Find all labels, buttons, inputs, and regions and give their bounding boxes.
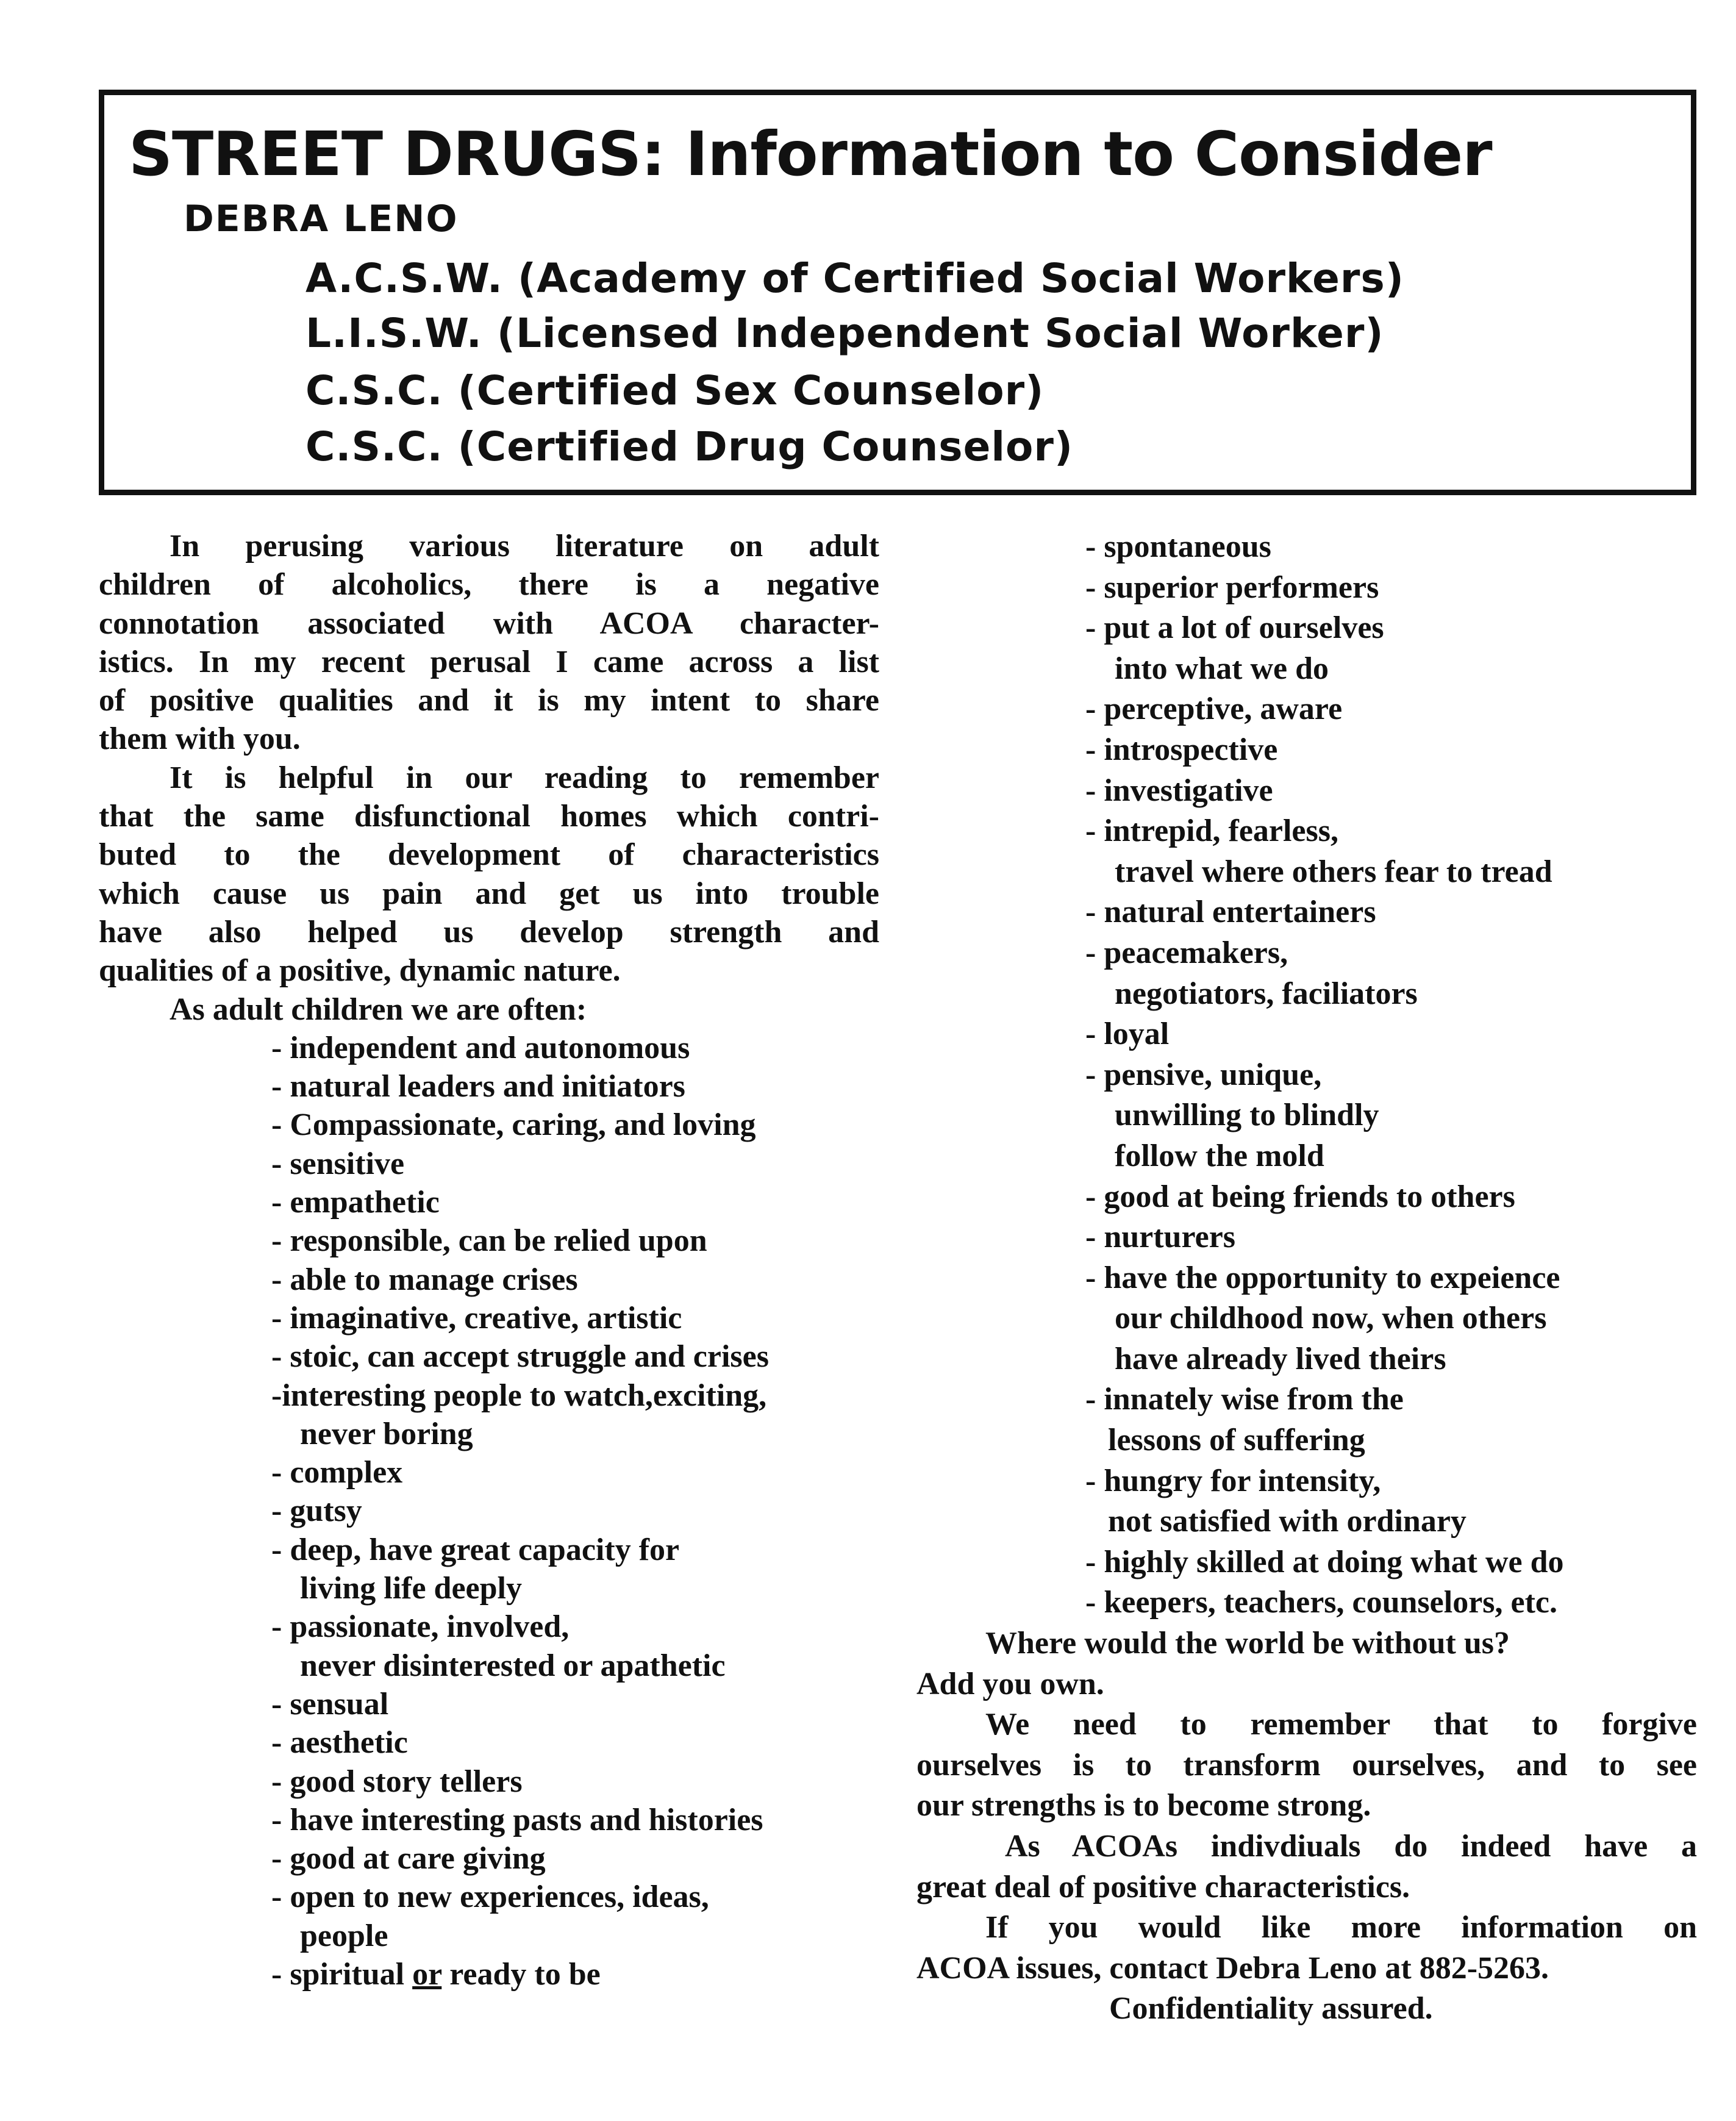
list-item-continuation: never disinterested or apathetic (300, 1648, 726, 1683)
list-item-continuation: people (300, 1918, 388, 1953)
paragraph-line: It is helpful in our reading to remember (170, 760, 879, 795)
paragraph-line: of positive qualities and it is my intent to share (99, 683, 879, 718)
list-item: - perceptive, aware (1085, 692, 1343, 727)
list-item: - peacemakers, (1085, 935, 1288, 970)
list-item: - intrepid, fearless, (1085, 814, 1338, 849)
list-item: - gutsy (271, 1493, 362, 1529)
list-item: - have interesting pasts and histories (271, 1802, 763, 1837)
list-item: - nurturers (1085, 1220, 1236, 1255)
list-item-text: - spiritual (271, 1956, 413, 1992)
article-title: STREET DRUGS: Information to Consider (129, 118, 1492, 190)
list-item-continuation: living life deeply (300, 1571, 522, 1606)
paragraph-line: If you would like more information on (985, 1910, 1697, 1945)
list-item-continuation: our childhood now, when others (1115, 1301, 1547, 1336)
paragraph-line: great deal of positive characteristics. (916, 1869, 1410, 1905)
list-item: - aesthetic (271, 1725, 408, 1761)
list-item: - natural leaders and initiators (271, 1069, 685, 1104)
list-item-continuation: lessons of suffering (1108, 1423, 1365, 1458)
paragraph-line: Add you own. (916, 1666, 1104, 1701)
paragraph-line: As ACOAs indivdiuals do indeed have a (1005, 1829, 1697, 1864)
paragraph-line: our strengths is to become strong. (916, 1788, 1371, 1823)
paragraph-line: which cause us pain and get us into trouble (99, 876, 879, 911)
left-column (99, 527, 879, 1994)
list-item: - keepers, teachers, counselors, etc. (1085, 1585, 1557, 1620)
list-item: - good at care giving (271, 1841, 546, 1876)
list-item: - highly skilled at doing what we do (1085, 1544, 1564, 1579)
list-item: - investigative (1085, 773, 1273, 808)
paragraph-line: istics. In my recent perusal I came across a list (99, 644, 879, 679)
list-item-continuation: negotiators, faciliators (1115, 976, 1418, 1011)
paragraph-line: Where would the world be without us? (985, 1626, 1510, 1661)
paragraph-line: children of alcoholics, there is a negative (99, 567, 879, 603)
paragraph-line: them with you. (99, 721, 301, 757)
list-item: - loyal (1085, 1017, 1170, 1052)
list-item: -interesting people to watch,exciting, (271, 1378, 767, 1413)
list-item: - imaginative, creative, artistic (271, 1300, 682, 1336)
paragraph-line: buted to the development of characteristics (99, 837, 879, 873)
list-item: - introspective (1085, 732, 1278, 767)
paragraph-line: connotation associated with ACOA character- (99, 606, 879, 641)
header-box (99, 90, 1696, 495)
list-item: - open to new experiences, ideas, (271, 1880, 709, 1915)
list-item: - innately wise from the (1085, 1382, 1404, 1417)
list-item: - responsible, can be relied upon (271, 1223, 707, 1259)
credential-line: C.S.C. (Certified Sex Counselor) (305, 367, 1045, 414)
list-item-continuation: follow the mold (1115, 1138, 1324, 1173)
list-item: - pensive, unique, (1085, 1057, 1322, 1092)
list-item-continuation: have already lived theirs (1115, 1341, 1446, 1376)
list-item: - put a lot of ourselves (1085, 610, 1384, 646)
list-item: - passionate, involved, (271, 1609, 570, 1645)
list-item: - deep, have great capacity for (271, 1532, 680, 1567)
list-item: - Compassionate, caring, and loving (271, 1107, 756, 1143)
paragraph-line: As adult children we are often: (170, 992, 587, 1027)
list-item-continuation: unwilling to blindly (1115, 1098, 1379, 1133)
credential-line: L.I.S.W. (Licensed Independent Social Worker) (305, 310, 1384, 357)
list-item-continuation: not satisfied with ordinary (1108, 1504, 1466, 1539)
list-item: - hungry for intensity, (1085, 1463, 1381, 1498)
list-item: - spontaneous (1085, 529, 1271, 564)
list-item: - stoic, can accept struggle and crises (271, 1339, 769, 1375)
list-item: - independent and autonomous (271, 1030, 690, 1065)
list-item-continuation: into what we do (1115, 651, 1329, 686)
list-item: - superior performers (1085, 570, 1379, 605)
paragraph-line: We need to remember that to forgive (985, 1707, 1697, 1742)
right-column (916, 527, 1697, 2030)
list-item: - good story tellers (271, 1764, 523, 1799)
credential-line: A.C.S.W. (Academy of Certified Social Workers) (305, 255, 1404, 302)
list-item: - complex (271, 1455, 403, 1490)
list-item: - empathetic (271, 1185, 440, 1220)
list-item: - have the opportunity to expeience (1085, 1260, 1560, 1295)
paragraph-line: ACOA issues, contact Debra Leno at 882-5263. (916, 1950, 1549, 1986)
list-item: - natural entertainers (1085, 895, 1376, 930)
list-item-continuation: never boring (300, 1416, 473, 1451)
list-item: - sensitive (271, 1146, 405, 1181)
underlined-word: or (412, 1956, 442, 1992)
paragraph-line: that the same disfunctional homes which contri- (99, 799, 879, 834)
paragraph-line: Confidentiality assured. (1109, 1991, 1433, 2026)
paragraph-line: In perusing various literature on adult (170, 529, 879, 563)
list-item (99, 1955, 879, 1994)
list-item: - able to manage crises (271, 1262, 578, 1297)
paragraph-line: ourselves is to transform ourselves, and to see (916, 1747, 1697, 1783)
paragraph-line: qualities of a positive, dynamic nature. (99, 953, 621, 989)
paragraph-line: have also helped us develop strength and (99, 914, 879, 950)
list-item: - good at being friends to others (1085, 1179, 1515, 1214)
list-item-continuation: travel where others fear to tread (1115, 854, 1552, 889)
credential-line: C.S.C. (Certified Drug Counselor) (305, 423, 1074, 470)
list-item: - sensual (271, 1686, 389, 1722)
list-item-text: ready to be (441, 1956, 601, 1992)
author-name: DEBRA LENO (184, 198, 459, 240)
